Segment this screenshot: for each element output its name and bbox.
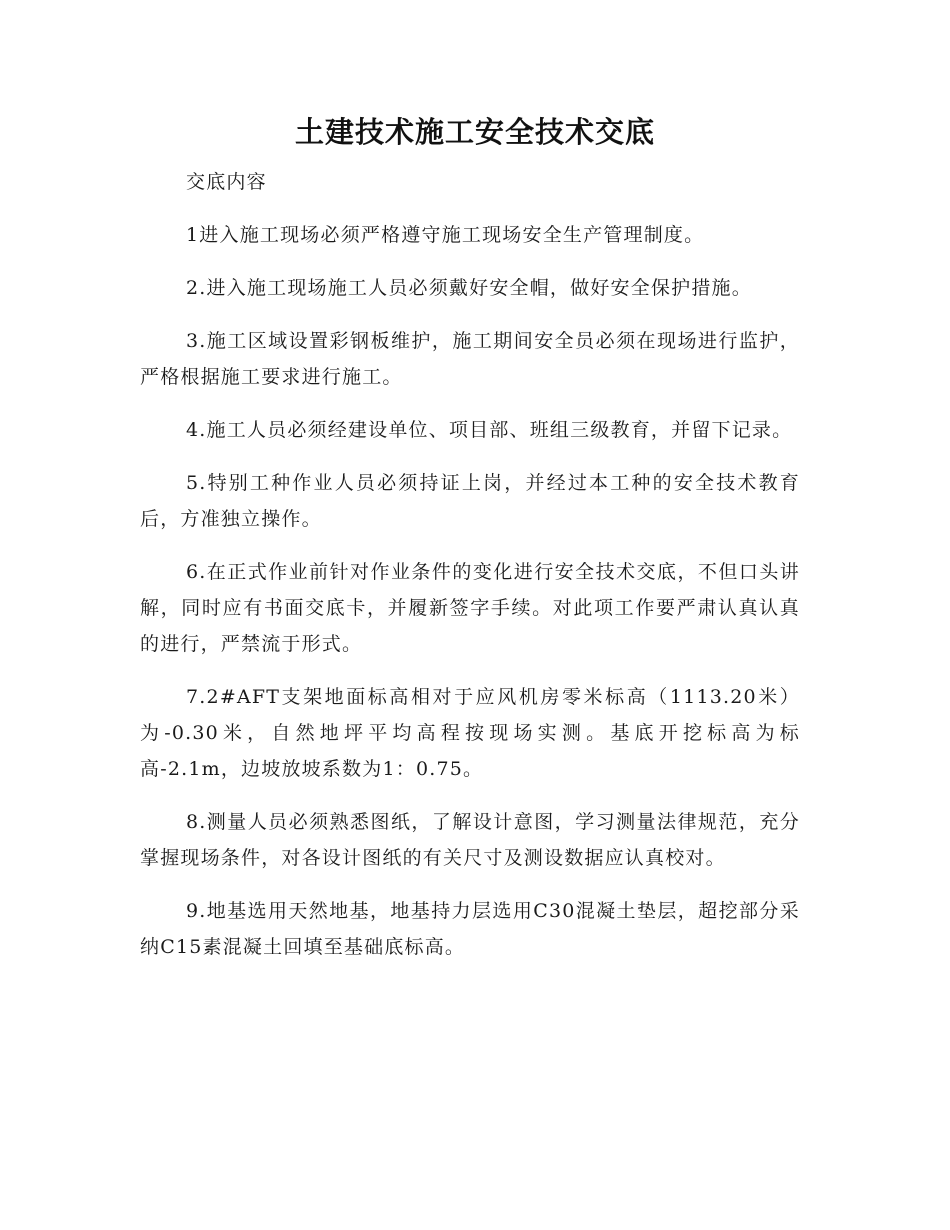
subheading: 交底内容 [186,171,267,193]
paragraph-1: 1进入施工现场必须严格遵守施工现场安全生产管理制度。 [186,224,705,246]
paragraph-6: 6.在正式作业前针对作业条件的变化进行安全技术交底，不但口头讲解，同时应有书面交底卡，并履新签字手续。对此项工作要严肃认真认真的进行，严禁流于形式。 [140,561,800,655]
paragraph-8: 8.测量人员必须熟悉图纸，了解设计意图，学习测量法律规范，充分掌握现场条件，对各设计图纸的有关尺寸及测设数据应认真校对。 [140,811,800,869]
paragraph-2: 2.进入施工现场施工人员必须戴好安全帽，做好安全保护措施。 [186,277,752,299]
document-title: 土建技术施工安全技术交底 [294,115,655,149]
paragraph-3: 3.施工区域设置彩钢板维护，施工期间安全员必须在现场进行监护，严格根据施工要求进行施工。 [140,330,800,388]
paragraph-5: 5.特别工种作业人员必须持证上岗，并经过本工种的安全技术教育后，方准独立操作。 [140,472,800,530]
paragraph-7: 7.2#AFT支架地面标高相对于应风机房零米标高（1113.20米）为-0.30米，自然地坪平均高程按现场实测。基底开挖标高为标高-2.1m，边坡放坡系数为1：0.75。 [140,686,800,780]
paragraph-4: 4.施工人员必须经建设单位、项目部、班组三级教育，并留下记录。 [186,419,793,441]
document-body [140,164,800,982]
paragraph-9: 9.地基选用天然地基，地基持力层选用C30混凝土垫层，超挖部分采纳C15素混凝土回填至基础底标高。 [140,900,800,958]
